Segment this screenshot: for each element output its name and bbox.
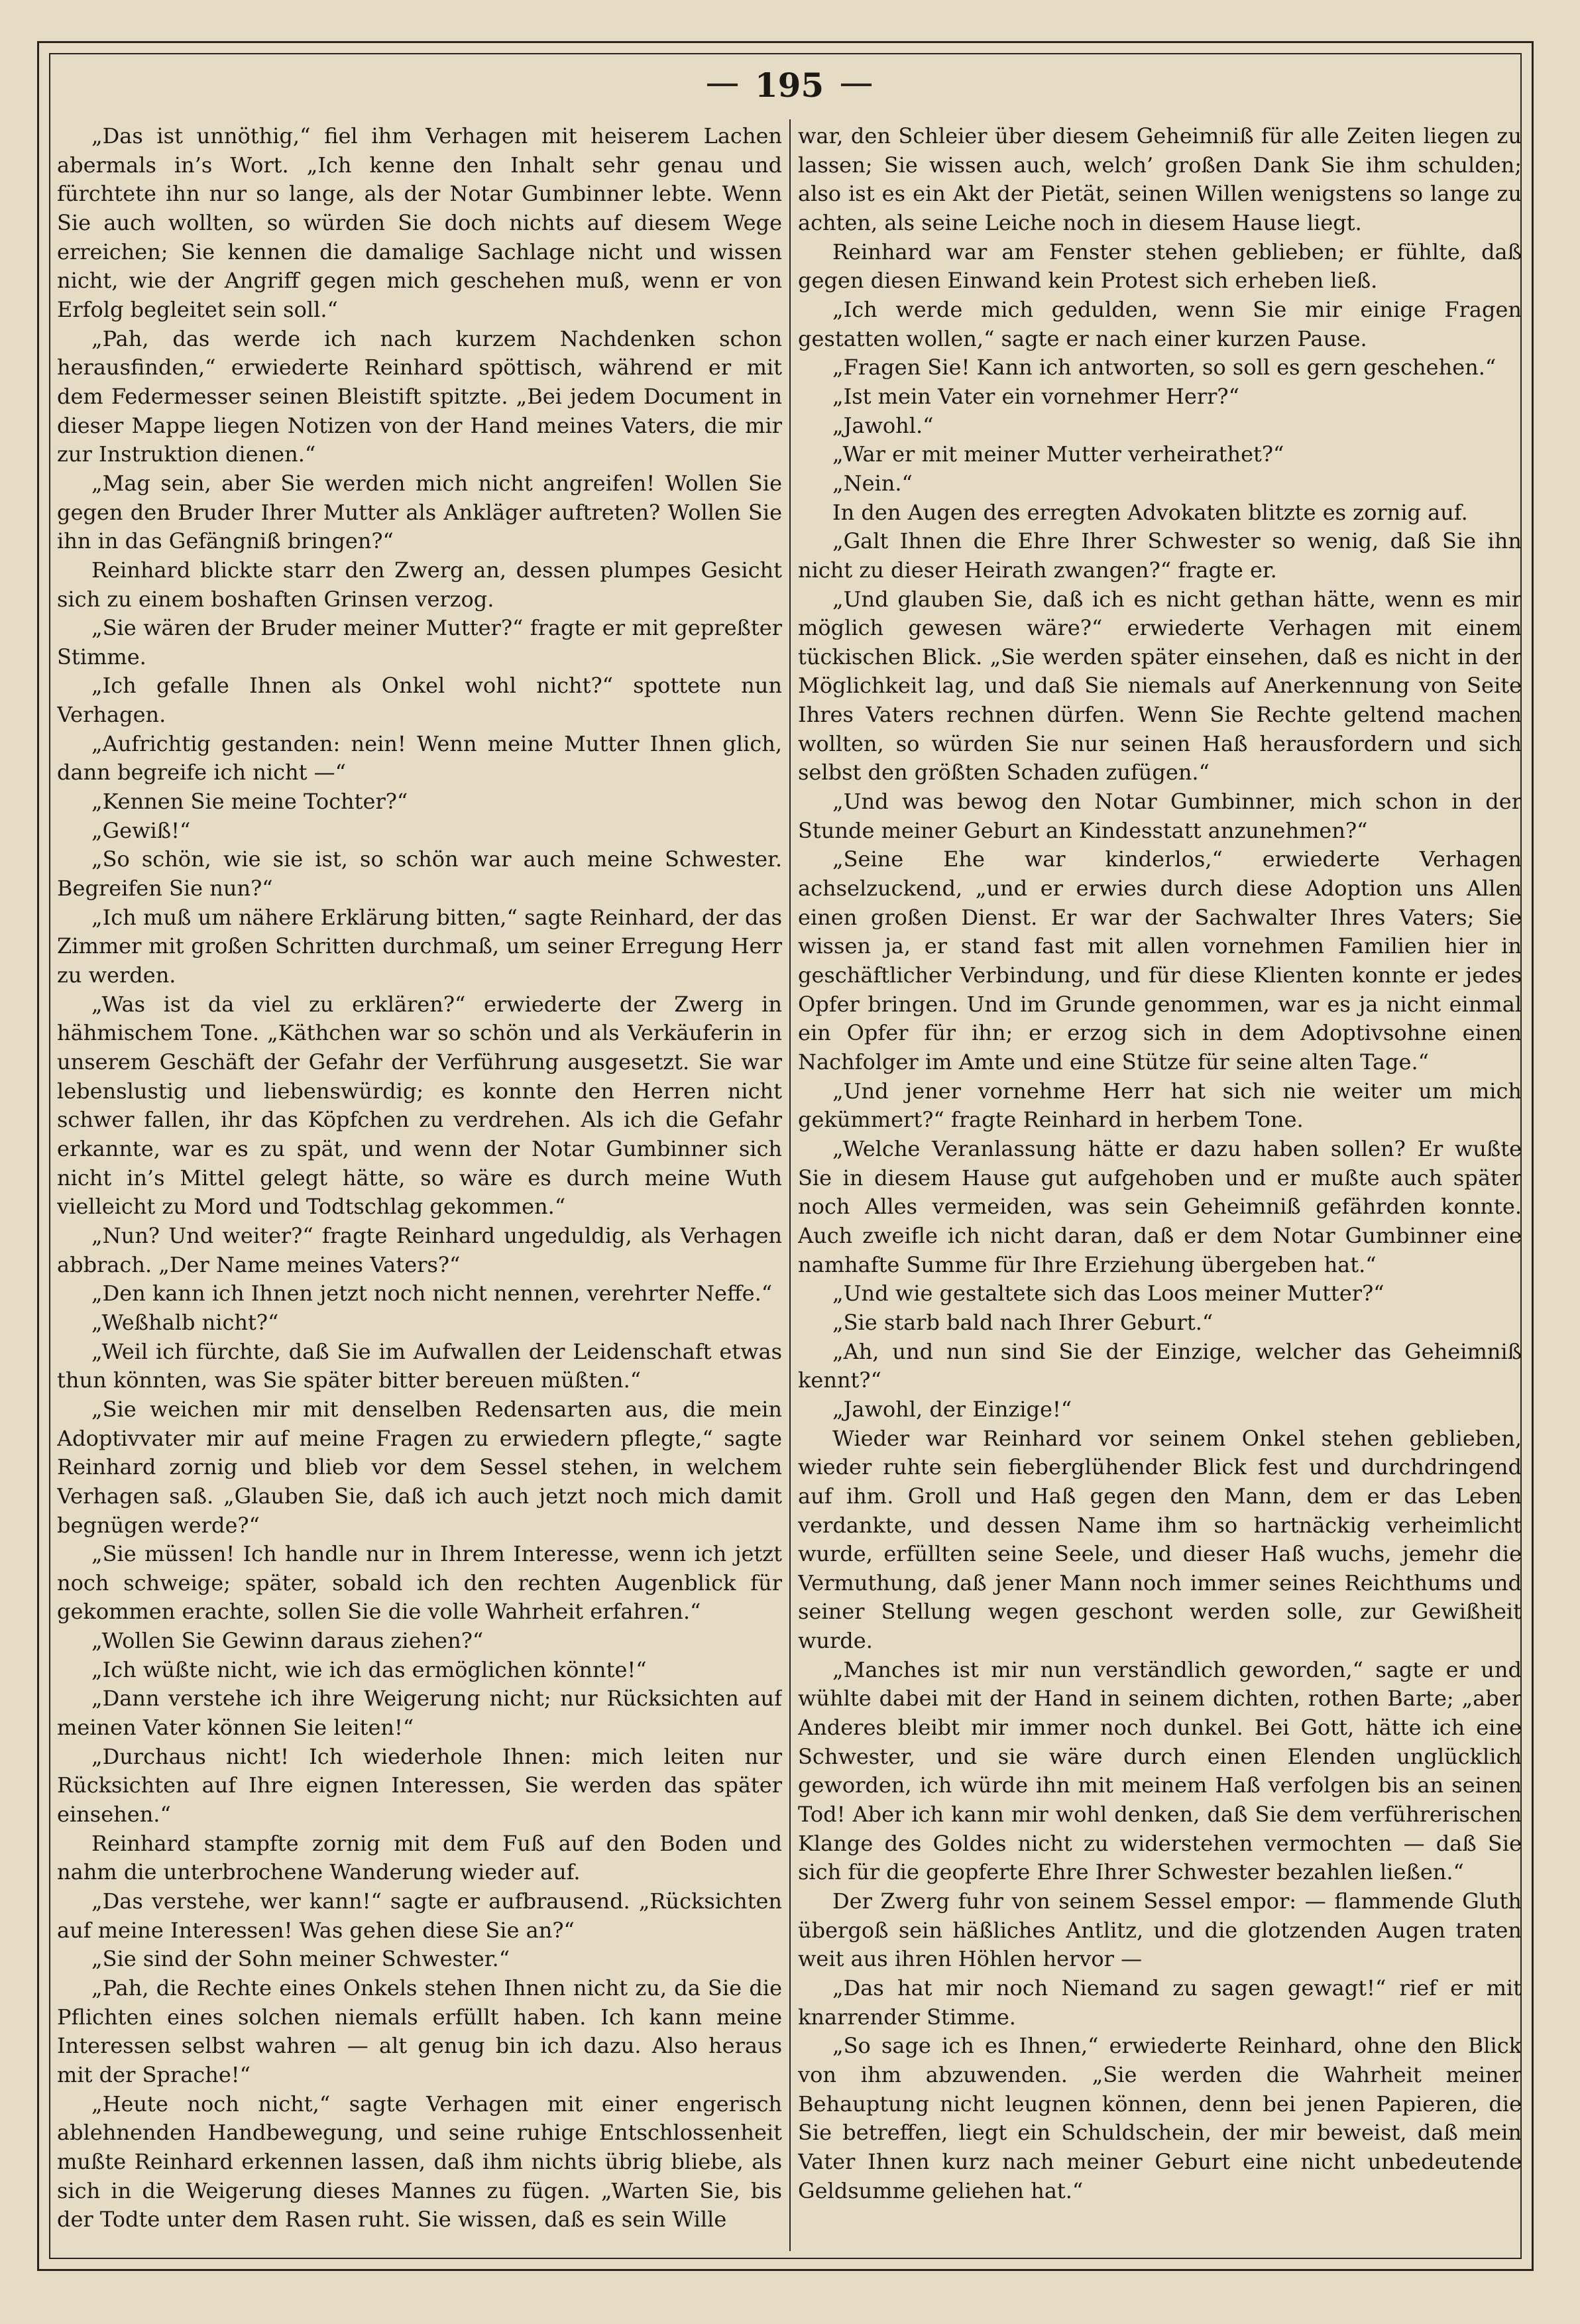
header-dash-left — [707, 84, 738, 86]
paragraph: Reinhard stampfte zornig mit dem Fuß auf den Boden und nahm die unterbrochene Wanderung wieder auf. — [57, 1830, 782, 1885]
paragraph: „Sie müssen! Ich handle nur in Ihrem Interesse, wenn ich jetzt noch schweige; später, sobald ich den rechten Augenblick für gekommen erachte, sollen Sie die volle Wahrheit erfahren.“ — [57, 1541, 782, 1625]
paragraph: „Ich werde mich gedulden, wenn Sie mir einige Fragen gestatten wollen,“ sagte er nach einer kurzen Pause. — [798, 296, 1522, 351]
paragraph: „Was ist da viel zu erklären?“ erwiederte der Zwerg in hähmischem Tone. „Käthchen war so schön und als Verkäuferin in unserem Geschäft der Gefahr der Verführung ausgesetzt. Sie war lebenslustig und liebenswürdig; es konnte den Herren nicht schwer fallen, ihr das Köpfchen zu verdrehen. Als ich die Gefahr erkannte, war es zu spät, und wenn der Notar Gumbinner sich nicht in’s Mittel gelegt hätte, so wäre es durch meine Wuth vielleicht zu Mord und Todtschlag gekommen.“ — [57, 991, 782, 1220]
paragraph: „Pah, das werde ich nach kurzem Nachdenken schon herausfinden,“ erwiederte Reinhard spöttisch, während er mit dem Federmesser seinen Bleistift spitzte. „Bei jedem Document in dieser Mappe liegen Notizen von der Hand meines Vaters, die mir zur Instruktion dienen.“ — [57, 325, 782, 467]
paragraph: „Das hat mir noch Niemand zu sagen gewagt!“ rief er mit knarrender Stimme. — [798, 1975, 1522, 2030]
column-divider — [789, 119, 791, 2251]
paragraph: „Heute noch nicht,“ sagte Verhagen mit einer engerisch ablehnenden Handbewegung, und seine ruhige Entschlossenheit mußte Reinhard erkennen lassen, daß ihm nichts übrig bliebe, als sich in die Weigerung dieses Mannes zu fügen. „Warten Sie, bis der Todte unter dem Rasen ruht. Sie wissen, daß es sein Wille — [57, 2091, 782, 2233]
paragraph: „Und wie gestaltete sich das Loos meiner Mutter?“ — [832, 1281, 1384, 1307]
paragraph: „Jawohl.“ — [832, 412, 934, 438]
paragraph: „Nein.“ — [832, 470, 913, 496]
paragraph: „Sie wären der Bruder meiner Mutter?“ fragte er mit gepreßter Stimme. — [57, 615, 782, 669]
paragraph: „Das ist unnöthig,“ fiel ihm Verhagen mit heiserem Lachen abermals in’s Wort. „Ich kenne den Inhalt sehr genau und fürchtete ihn nur so lange, als der Notar Gumbinner lebte. Wenn Sie auch wollten, so würden Sie doch nichts auf diesem Wege erreichen; Sie kennen die damalige Sachlage nicht und wissen nicht, wie der Angriff gegen mich geschehen muß, wenn er von Erfolg begleitet sein soll.“ — [57, 123, 782, 322]
paragraph: „Durchaus nicht! Ich wiederhole Ihnen: mich leiten nur Rücksichten auf Ihre eignen Interessen, Sie werden das später einsehen.“ — [57, 1743, 782, 1828]
paragraph: „Seine Ehe war kinderlos,“ erwiederte Verhagen achselzuckend, „und er erwies durch diese Adoption uns Allen einen großen Dienst. Er war der Sachwalter Ihres Vaters; Sie wissen ja, er stand fast mit allen vornehmen Familien hier in geschäftlicher Verbindung, und für diese Klienten konnte er jedes Opfer bringen. Und im Grunde genommen, war es ja nicht einmal ein Opfer für ihn; er erzog sich in dem Adoptivsohne einen Nachfolger im Amte und eine Stütze für seine alten Tage.“ — [798, 846, 1522, 1075]
paragraph: Der Zwerg fuhr von seinem Sessel empor: — flammende Gluth übergoß sein häßliches Antlitz, und die glotzenden Augen traten weit aus ihren Höhlen hervor — — [798, 1888, 1522, 1972]
paragraph: „Den kann ich Ihnen jetzt noch nicht nennen, verehrter Neffe.“ — [91, 1281, 773, 1307]
paragraph: „Ich muß um nähere Erklärung bitten,“ sagte Reinhard, der das Zimmer mit großen Schritten durchmaß, um seiner Erregung Herr zu werden. — [57, 904, 782, 988]
left-column — [57, 122, 782, 2250]
paragraph: „Ich wüßte nicht, wie ich das ermöglichen könnte!“ — [91, 1656, 647, 1682]
page-header — [667, 58, 912, 111]
page-number: 195 — [754, 65, 824, 105]
paragraph: „War er mit meiner Mutter verheirathet?“ — [832, 441, 1284, 467]
paragraph: Reinhard blickte starr den Zwerg an, dessen plumpes Gesicht sich zu einem boshaften Grinsen verzog. — [57, 557, 782, 612]
paragraph: „So schön, wie sie ist, so schön war auch meine Schwester. Begreifen Sie nun?“ — [57, 846, 782, 901]
paragraph: „Gewiß!“ — [91, 817, 191, 843]
paragraph: „Kennen Sie meine Tochter?“ — [91, 789, 408, 815]
paragraph: „Und glauben Sie, daß ich es nicht gethan hätte, wenn es mir möglich gewesen wäre?“ erwiederte Verhagen mit einem tückischen Blick. „Sie werden später einsehen, daß es nicht in der Möglichkeit lag, und daß Sie niemals auf Anerkennung von Seite Ihres Vaters rechnen dürfen. Wenn Sie Rechte geltend machen wollten, so würden Sie nur seinen Haß herausfordern und sich selbst den größten Schaden zufügen.“ — [798, 586, 1522, 785]
paragraph: „Ah, und nun sind Sie der Einzige, welcher das Geheimniß kennt?“ — [798, 1338, 1522, 1393]
paragraph: „Und was bewog den Notar Gumbinner, mich schon in der Stunde meiner Geburt an Kindesstatt anzunehmen?“ — [798, 789, 1522, 843]
paragraph: „Ich gefalle Ihnen als Onkel wohl nicht?“ spottete nun Verhagen. — [57, 673, 782, 728]
paragraph: „Galt Ihnen die Ehre Ihrer Schwester so wenig, daß Sie ihn nicht zu dieser Heirath zwangen?“ fragte er. — [798, 528, 1522, 583]
paragraph: „Sie weichen mir mit denselben Redensarten aus, die mein Adoptivvater mir auf meine Fragen zu erwiedern pflegte,“ sagte Reinhard zornig und blieb vor dem Sessel stehen, in welchem Verhagen saß. „Glauben Sie, daß ich auch jetzt noch mich damit begnügen werde?“ — [57, 1396, 782, 1538]
paragraph: „Fragen Sie! Kann ich antworten, so soll es gern geschehen.“ — [832, 355, 1496, 380]
paragraph: Reinhard war am Fenster stehen geblieben; er fühlte, daß gegen diesen Einwand kein Protest sich erheben ließ. — [798, 239, 1522, 294]
paragraph: „Dann verstehe ich ihre Weigerung nicht; nur Rücksichten auf meinen Vater können Sie leiten!“ — [57, 1686, 782, 1741]
right-column — [798, 122, 1522, 2250]
paragraph: „Das verstehe, wer kann!“ sagte er aufbrausend. „Rücksichten auf meine Interessen! Was gehen diese Sie an?“ — [57, 1888, 782, 1943]
continued-paragraph: war, den Schleier über diesem Geheimniß für alle Zeiten liegen zu lassen; Sie wissen auch, welch’ großen Dank Sie ihm schulden; also ist es ein Akt der Pietät, seinen Willen wenigstens so lange zu achten, als seine Leiche noch in diesem Hause liegt. — [798, 123, 1522, 235]
paragraph: „Weßhalb nicht?“ — [91, 1309, 279, 1335]
paragraph: „Und jener vornehme Herr hat sich nie weiter um mich gekümmert?“ fragte Reinhard in herbem Tone. — [798, 1078, 1522, 1133]
paragraph: „Jawohl, der Einzige!“ — [832, 1396, 1072, 1422]
paragraph: „So sage ich es Ihnen,“ erwiederte Reinhard, ohne den Blick von ihm abzuwenden. „Sie werden die Wahrheit meiner Behauptung nicht leugnen können, denn bei jenen Papieren, die Sie betreffen, liegt ein Schuldschein, der mir beweist, daß mein Vater Ihnen kurz nach meiner Geburt eine nicht unbedeutende Geldsumme geliehen hat.“ — [798, 2033, 1522, 2203]
paragraph: „Pah, die Rechte eines Onkels stehen Ihnen nicht zu, da Sie die Pflichten eines solchen niemals erfüllt haben. Ich kann meine Interessen selbst wahren — alt genug bin ich dazu. Also heraus mit der Sprache!“ — [57, 1975, 782, 2087]
paragraph: „Welche Veranlassung hätte er dazu haben sollen? Er wußte Sie in diesem Hause gut aufgehoben und er mußte auch später noch Alles vermeiden, was sein Geheimniß gefährden konnte. Auch zweifle ich nicht daran, daß er dem Notar Gumbinner eine namhafte Summe für Ihre Erziehung übergeben hat.“ — [798, 1135, 1522, 1277]
paragraph: „Mag sein, aber Sie werden mich nicht angreifen! Wollen Sie gegen den Bruder Ihrer Mutter als Ankläger auftreten? Wollen Sie ihn in das Gefängniß bringen?“ — [57, 470, 782, 554]
paragraph: „Ist mein Vater ein vornehmer Herr?“ — [832, 383, 1239, 409]
paragraph: In den Augen des erregten Advokaten blitzte es zornig auf. — [832, 499, 1468, 525]
paragraph: „Sie sind der Sohn meiner Schwester.“ — [91, 1946, 510, 1972]
paragraph: „Wollen Sie Gewinn daraus ziehen?“ — [91, 1628, 484, 1654]
paragraph: „Sie starb bald nach Ihrer Geburt.“ — [832, 1309, 1213, 1335]
paragraph: „Nun? Und weiter?“ fragte Reinhard ungeduldig, als Verhagen abbrach. „Der Name meines Vaters?“ — [57, 1222, 782, 1277]
paragraph: „Weil ich fürchte, daß Sie im Aufwallen der Leidenschaft etwas thun könnten, was Sie später bitter bereuen müßten.“ — [57, 1338, 782, 1393]
paragraph: „Manches ist mir nun verständlich geworden,“ sagte er und wühlte dabei mit der Hand in seinem dichten, rothen Barte; „aber Anderes bleibt mir immer noch dunkel. Bei Gott, hätte ich eine Schwester, und sie wäre durch einen Elenden unglücklich geworden, ich würde ihn mit meinem Haß verfolgen bis an seinen Tod! Aber ich kann mir wohl denken, daß Sie dem verführerischen Klange des Goldes nicht zu widerstehen vermochten — daß Sie sich für die geopferte Ehre Ihrer Schwester bezahlen ließen.“ — [798, 1656, 1522, 1885]
paragraph: Wieder war Reinhard vor seinem Onkel stehen geblieben, wieder ruhte sein fieberglühender Blick fest und durchdringend auf ihm. Groll und Haß gegen den Mann, dem er das Leben verdankte, und dessen Name ihm so hartnäckig verheimlicht wurde, erfüllten seine Seele, und dieser Haß wuchs, jemehr die Vermuthung, daß jener Mann noch immer seines Reichthums und seiner Stellung wegen geschont werden solle, zur Gewißheit wurde. — [798, 1425, 1522, 1654]
paragraph: „Aufrichtig gestanden: nein! Wenn meine Mutter Ihnen glich, dann begreife ich nicht —“ — [57, 730, 782, 785]
header-dash-right — [841, 84, 872, 86]
